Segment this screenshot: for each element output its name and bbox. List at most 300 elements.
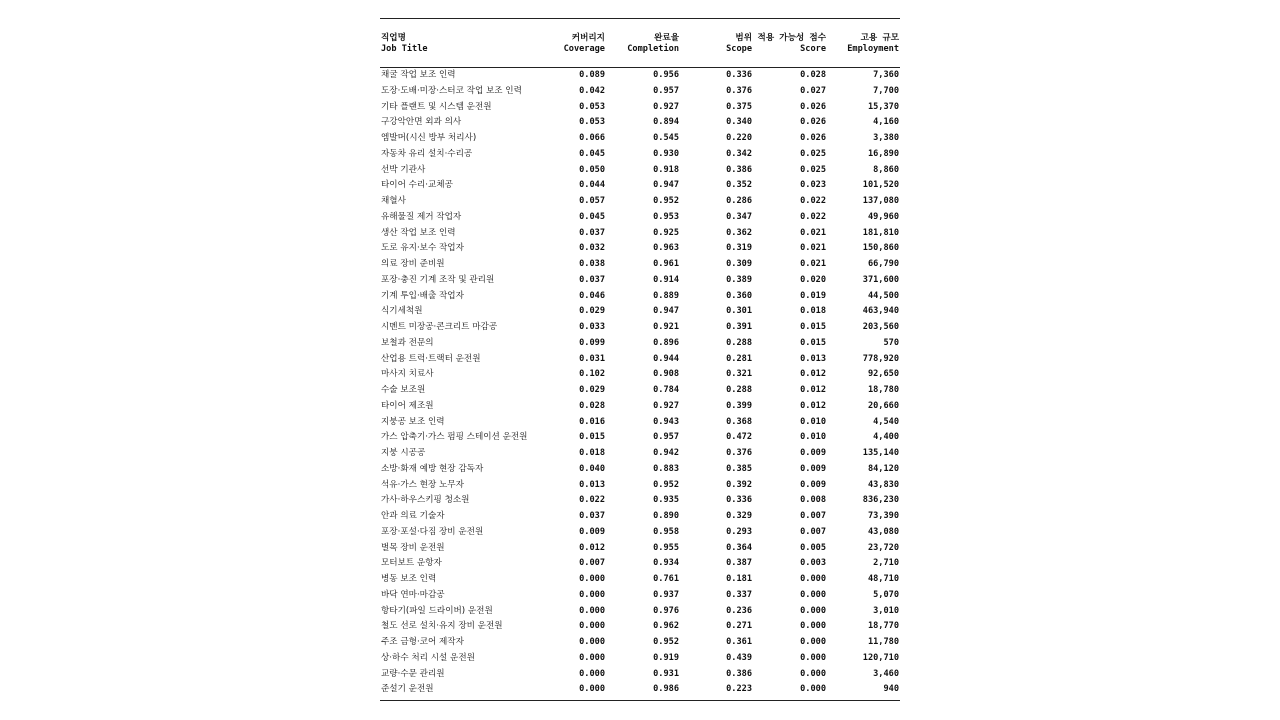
employment-cell: 18,770: [867, 621, 899, 632]
table-row: [380, 493, 900, 509]
score-cell: 0.010: [800, 416, 826, 427]
completion-cell: 0.961: [653, 259, 679, 269]
header-job-title-en: Job Title: [381, 44, 428, 54]
completion-cell: 0.921: [653, 322, 679, 332]
job-title-cell: 선박 기관사: [381, 164, 426, 175]
coverage-cell: 0.016: [579, 416, 605, 427]
score-cell: 0.007: [800, 526, 826, 537]
job-title-cell: 보철과 전문의: [381, 337, 434, 348]
table-row: [380, 635, 900, 651]
job-title-cell: 도로 유지·보수 작업자: [381, 243, 464, 254]
employment-cell: 3,460: [873, 668, 899, 679]
coverage-cell: 0.000: [579, 652, 605, 663]
coverage-cell: 0.000: [579, 637, 605, 647]
scope-cell: 0.472: [726, 432, 752, 443]
completion-cell: 0.943: [653, 416, 679, 427]
scope-cell: 0.376: [726, 448, 752, 458]
table-row: [380, 68, 900, 84]
table-row: [380, 100, 900, 116]
employment-cell: 49,960: [867, 211, 899, 222]
score-cell: 0.021: [800, 259, 826, 269]
completion-cell: 0.890: [653, 511, 679, 521]
scope-cell: 0.362: [726, 227, 752, 238]
coverage-cell: 0.046: [579, 290, 605, 301]
scope-cell: 0.286: [726, 196, 752, 206]
score-cell: 0.012: [800, 369, 826, 380]
completion-cell: 0.937: [653, 589, 679, 600]
scope-cell: 0.368: [726, 416, 752, 427]
scope-cell: 0.321: [726, 369, 752, 380]
job-title-cell: 상·하수 처리 시설 운전원: [381, 652, 475, 663]
employment-cell: 778,920: [862, 353, 899, 364]
coverage-cell: 0.053: [579, 101, 605, 112]
completion-cell: 0.883: [653, 463, 679, 474]
completion-cell: 0.955: [653, 542, 679, 553]
employment-cell: 150,860: [862, 243, 899, 254]
score-cell: 0.022: [800, 211, 826, 222]
table-row: [380, 147, 900, 163]
employment-cell: 7,360: [873, 70, 899, 80]
job-title-cell: 바닥 연마·마감공: [381, 589, 445, 600]
scope-cell: 0.347: [726, 211, 752, 222]
scope-cell: 0.293: [726, 526, 752, 537]
score-cell: 0.023: [800, 180, 826, 191]
coverage-cell: 0.028: [579, 400, 605, 411]
scope-cell: 0.336: [726, 70, 752, 80]
coverage-cell: 0.057: [579, 196, 605, 206]
table-row: [380, 352, 900, 368]
coverage-cell: 0.000: [579, 684, 605, 695]
job-title-cell: 도장·도배·미장·스터코 작업 보조 인력: [381, 85, 522, 96]
scope-cell: 0.375: [726, 101, 752, 112]
score-cell: 0.026: [800, 117, 826, 128]
scope-cell: 0.364: [726, 542, 752, 553]
table-row: [380, 509, 900, 525]
coverage-cell: 0.000: [579, 574, 605, 584]
score-cell: 0.021: [800, 243, 826, 254]
completion-cell: 0.952: [653, 637, 679, 647]
job-title-cell: 엠발머(시신 방부 처리사): [381, 133, 477, 143]
coverage-cell: 0.038: [579, 259, 605, 269]
job-title-cell: 가사·하우스키핑 청소원: [381, 495, 470, 506]
coverage-cell: 0.040: [579, 463, 605, 474]
coverage-cell: 0.031: [579, 353, 605, 364]
employment-cell: 181,810: [862, 227, 899, 238]
job-title-cell: 주조 금형·코어 제작자: [381, 637, 464, 647]
job-title-cell: 안과 의료 기술자: [381, 511, 445, 521]
employment-cell: 570: [883, 337, 899, 348]
employment-cell: 2,710: [873, 558, 899, 569]
completion-cell: 0.957: [653, 432, 679, 443]
completion-cell: 0.957: [653, 85, 679, 96]
completion-cell: 0.931: [653, 668, 679, 679]
score-cell: 0.007: [800, 511, 826, 521]
completion-cell: 0.927: [653, 400, 679, 411]
coverage-cell: 0.033: [579, 322, 605, 332]
score-cell: 0.027: [800, 85, 826, 96]
coverage-cell: 0.013: [579, 479, 605, 490]
scope-cell: 0.337: [726, 589, 752, 600]
coverage-cell: 0.099: [579, 337, 605, 348]
employment-cell: 463,940: [862, 306, 899, 317]
completion-cell: 0.896: [653, 337, 679, 348]
coverage-cell: 0.022: [579, 495, 605, 506]
header-employment: [847, 33, 899, 55]
scope-cell: 0.439: [726, 652, 752, 663]
job-title-cell: 기타 플랜트 및 시스템 운전원: [381, 101, 492, 112]
table-row: [380, 194, 900, 210]
completion-cell: 0.958: [653, 526, 679, 537]
employment-cell: 135,140: [862, 448, 899, 458]
table-row: [380, 273, 900, 289]
job-title-cell: 구강악안면 외과 의사: [381, 117, 462, 128]
score-cell: 0.005: [800, 542, 826, 553]
header-score: [758, 33, 826, 55]
header-job-title-ko: 직업명: [381, 33, 406, 43]
coverage-cell: 0.045: [579, 148, 605, 159]
scope-cell: 0.389: [726, 274, 752, 285]
table-row: [380, 178, 900, 194]
table-row: [380, 682, 900, 698]
score-cell: 0.025: [800, 148, 826, 159]
employment-cell: 120,710: [862, 652, 899, 663]
table-row: [380, 572, 900, 588]
coverage-cell: 0.089: [579, 70, 605, 80]
job-title-cell: 항타기(파일 드라이버) 운전원: [381, 605, 493, 616]
table-row: [380, 604, 900, 620]
job-title-cell: 수술 보조원: [381, 385, 426, 395]
scope-cell: 0.288: [726, 385, 752, 395]
score-cell: 0.009: [800, 448, 826, 458]
header-completion-en: Completion: [627, 44, 679, 54]
completion-cell: 0.962: [653, 621, 679, 632]
employment-cell: 43,080: [867, 526, 899, 537]
score-cell: 0.000: [800, 652, 826, 663]
scope-cell: 0.336: [726, 495, 752, 506]
table-row: [380, 210, 900, 226]
scope-cell: 0.342: [726, 148, 752, 159]
completion-cell: 0.925: [653, 227, 679, 238]
job-title-cell: 교량·수문 관리원: [381, 668, 445, 679]
completion-cell: 0.935: [653, 495, 679, 506]
table-row: [380, 241, 900, 257]
completion-cell: 0.889: [653, 290, 679, 301]
employment-cell: 101,520: [862, 180, 899, 191]
table-row: [380, 320, 900, 336]
employment-cell: 11,780: [867, 637, 899, 647]
employment-cell: 5,070: [873, 589, 899, 600]
completion-cell: 0.947: [653, 306, 679, 317]
coverage-cell: 0.044: [579, 180, 605, 191]
employment-cell: 8,860: [873, 164, 899, 175]
coverage-cell: 0.012: [579, 542, 605, 553]
scope-cell: 0.223: [726, 684, 752, 695]
job-title-cell: 철도 선로 설치·유지 장비 운전원: [381, 621, 503, 632]
completion-cell: 0.947: [653, 180, 679, 191]
job-title-cell: 병동 보조 인력: [381, 574, 437, 584]
job-title-cell: 식기세척원: [381, 306, 423, 317]
job-title-cell: 벌목 장비 운전원: [381, 542, 445, 553]
job-title-cell: 모터보트 운항자: [381, 558, 442, 569]
score-cell: 0.022: [800, 196, 826, 206]
header-coverage-ko: 커버리지: [571, 33, 605, 43]
score-cell: 0.015: [800, 337, 826, 348]
coverage-cell: 0.009: [579, 526, 605, 537]
employment-cell: 92,650: [867, 369, 899, 380]
table-row: [380, 336, 900, 352]
coverage-cell: 0.000: [579, 589, 605, 600]
header-scope-en: Scope: [726, 44, 752, 54]
job-title-cell: 타이어 수리·교체공: [381, 180, 453, 191]
header-employment-ko: 고용 규모: [860, 33, 899, 43]
employment-cell: 137,080: [862, 196, 899, 206]
job-title-cell: 유해물질 제거 작업자: [381, 211, 462, 222]
job-title-cell: 석유·가스 현장 노무자: [381, 479, 464, 490]
scope-cell: 0.361: [726, 637, 752, 647]
score-cell: 0.000: [800, 574, 826, 584]
scope-cell: 0.386: [726, 668, 752, 679]
scope-cell: 0.301: [726, 306, 752, 317]
completion-cell: 0.784: [653, 385, 679, 395]
scope-cell: 0.340: [726, 117, 752, 128]
completion-cell: 0.942: [653, 448, 679, 458]
job-title-cell: 산업용 트럭·트랙터 운전원: [381, 353, 481, 364]
coverage-cell: 0.032: [579, 243, 605, 254]
employment-cell: 66,790: [867, 259, 899, 269]
score-cell: 0.009: [800, 479, 826, 490]
score-cell: 0.000: [800, 589, 826, 600]
coverage-cell: 0.045: [579, 211, 605, 222]
score-cell: 0.009: [800, 463, 826, 474]
table-row: [380, 383, 900, 399]
table-row: [380, 430, 900, 446]
scope-cell: 0.288: [726, 337, 752, 348]
job-title-cell: 소방·화재 예방 현장 감독자: [381, 463, 484, 474]
coverage-cell: 0.000: [579, 621, 605, 632]
coverage-cell: 0.037: [579, 227, 605, 238]
completion-cell: 0.986: [653, 684, 679, 695]
employment-cell: 15,370: [867, 101, 899, 112]
header-score-en: Score: [800, 44, 826, 54]
scope-cell: 0.181: [726, 574, 752, 584]
job-title-cell: 포장·포설·다짐 장비 운전원: [381, 526, 484, 537]
table-row: [380, 163, 900, 179]
table-row: [380, 115, 900, 131]
employment-cell: 4,400: [873, 432, 899, 443]
employment-cell: 44,500: [867, 290, 899, 301]
completion-cell: 0.919: [653, 652, 679, 663]
score-cell: 0.019: [800, 290, 826, 301]
employment-cell: 371,600: [862, 274, 899, 285]
employment-cell: 23,720: [867, 542, 899, 553]
completion-cell: 0.963: [653, 243, 679, 254]
scope-cell: 0.399: [726, 400, 752, 411]
table-row: [380, 399, 900, 415]
header-coverage: [564, 33, 605, 55]
scope-cell: 0.387: [726, 558, 752, 569]
table-row: [380, 588, 900, 604]
completion-cell: 0.953: [653, 211, 679, 222]
score-cell: 0.000: [800, 621, 826, 632]
employment-cell: 3,010: [873, 605, 899, 616]
table-row: [380, 226, 900, 242]
scope-cell: 0.319: [726, 243, 752, 254]
completion-cell: 0.918: [653, 164, 679, 175]
employment-cell: 4,160: [873, 117, 899, 128]
completion-cell: 0.930: [653, 148, 679, 159]
header-scope: [726, 33, 752, 55]
table-body: [380, 68, 900, 698]
score-cell: 0.012: [800, 385, 826, 395]
job-title-cell: 의료 장비 준비원: [381, 259, 445, 269]
table-row: [380, 462, 900, 478]
coverage-cell: 0.037: [579, 274, 605, 285]
job-title-cell: 기계 투입·배출 작업자: [381, 290, 464, 301]
job-title-cell: 채혈사: [381, 196, 406, 206]
completion-cell: 0.934: [653, 558, 679, 569]
employment-cell: 18,780: [867, 385, 899, 395]
score-cell: 0.026: [800, 101, 826, 112]
score-cell: 0.000: [800, 605, 826, 616]
coverage-cell: 0.042: [579, 85, 605, 96]
score-cell: 0.025: [800, 164, 826, 175]
score-cell: 0.010: [800, 432, 826, 443]
job-title-cell: 지붕공 보조 인력: [381, 416, 445, 427]
table-row: [380, 556, 900, 572]
header-completion-ko: 완료율: [654, 33, 679, 43]
completion-cell: 0.908: [653, 369, 679, 380]
table-row: [380, 478, 900, 494]
table-row: [380, 257, 900, 273]
score-cell: 0.026: [800, 133, 826, 143]
table-row: [380, 84, 900, 100]
score-cell: 0.000: [800, 684, 826, 695]
completion-cell: 0.927: [653, 101, 679, 112]
score-cell: 0.021: [800, 227, 826, 238]
table-row: [380, 667, 900, 683]
score-cell: 0.000: [800, 637, 826, 647]
job-title-cell: 마사지 치료사: [381, 369, 434, 380]
table-row: [380, 415, 900, 431]
job-title-cell: 포장·충진 기계 조작 및 관리원: [381, 274, 495, 285]
coverage-cell: 0.050: [579, 164, 605, 175]
coverage-cell: 0.000: [579, 605, 605, 616]
coverage-cell: 0.102: [579, 369, 605, 380]
employment-cell: 48,710: [867, 574, 899, 584]
score-cell: 0.003: [800, 558, 826, 569]
employment-cell: 84,120: [867, 463, 899, 474]
score-cell: 0.020: [800, 274, 826, 285]
coverage-cell: 0.015: [579, 432, 605, 443]
score-cell: 0.028: [800, 70, 826, 80]
scope-cell: 0.385: [726, 463, 752, 474]
scope-cell: 0.281: [726, 353, 752, 364]
completion-cell: 0.914: [653, 274, 679, 285]
coverage-cell: 0.053: [579, 117, 605, 128]
completion-cell: 0.952: [653, 479, 679, 490]
employment-cell: 4,540: [873, 416, 899, 427]
employment-cell: 73,390: [867, 511, 899, 521]
coverage-cell: 0.007: [579, 558, 605, 569]
score-cell: 0.015: [800, 322, 826, 332]
completion-cell: 0.894: [653, 117, 679, 128]
table-row: [380, 304, 900, 320]
header-employment-en: Employment: [847, 44, 899, 54]
completion-cell: 0.761: [653, 574, 679, 584]
table-row: [380, 541, 900, 557]
table-row: [380, 619, 900, 635]
scope-cell: 0.376: [726, 85, 752, 96]
completion-cell: 0.976: [653, 605, 679, 616]
completion-cell: 0.545: [653, 133, 679, 143]
coverage-cell: 0.037: [579, 511, 605, 521]
score-cell: 0.008: [800, 495, 826, 506]
table-row: [380, 446, 900, 462]
job-title-cell: 자동차 유리 설치·수리공: [381, 148, 473, 159]
header-job-title: [381, 33, 428, 55]
employment-cell: 203,560: [862, 322, 899, 332]
score-cell: 0.012: [800, 400, 826, 411]
employment-cell: 940: [883, 684, 899, 695]
employment-cell: 20,660: [867, 400, 899, 411]
scope-cell: 0.386: [726, 164, 752, 175]
scope-cell: 0.391: [726, 322, 752, 332]
coverage-cell: 0.029: [579, 306, 605, 317]
table-row: [380, 289, 900, 305]
job-title-cell: 시멘트 미장공·콘크리트 마감공: [381, 322, 498, 332]
table-header: [380, 19, 900, 68]
employment-cell: 7,700: [873, 85, 899, 96]
employment-cell: 836,230: [862, 495, 899, 506]
employment-cell: 43,830: [867, 479, 899, 490]
scope-cell: 0.271: [726, 621, 752, 632]
header-coverage-en: Coverage: [563, 44, 605, 54]
table-row: [380, 367, 900, 383]
job-title-cell: 가스 압축기·가스 펌핑 스테이션 운전원: [381, 432, 528, 443]
job-title-cell: 생산 작업 보조 인력: [381, 227, 456, 238]
scope-cell: 0.220: [726, 133, 752, 143]
table-row: [380, 651, 900, 667]
table-row: [380, 525, 900, 541]
job-title-cell: 준설기 운전원: [381, 684, 434, 695]
coverage-cell: 0.066: [579, 133, 605, 143]
scope-cell: 0.360: [726, 290, 752, 301]
job-title-cell: 지붕 시공공: [381, 448, 426, 458]
scope-cell: 0.392: [726, 479, 752, 490]
completion-cell: 0.956: [653, 70, 679, 80]
completion-cell: 0.944: [653, 353, 679, 364]
header-score-ko: 적용 가능성 점수: [757, 33, 826, 43]
scope-cell: 0.236: [726, 605, 752, 616]
score-cell: 0.000: [800, 668, 826, 679]
table-bottom-rule: [380, 700, 900, 701]
score-cell: 0.013: [800, 353, 826, 364]
scope-cell: 0.352: [726, 180, 752, 191]
job-title-cell: 타이어 제조원: [381, 400, 434, 411]
job-title-cell: 채굴 작업 보조 인력: [381, 70, 456, 80]
coverage-cell: 0.029: [579, 385, 605, 395]
table-row: [380, 131, 900, 147]
coverage-cell: 0.000: [579, 668, 605, 679]
score-cell: 0.018: [800, 306, 826, 317]
employment-cell: 3,380: [873, 133, 899, 143]
scope-cell: 0.309: [726, 259, 752, 269]
coverage-cell: 0.018: [579, 448, 605, 458]
employment-cell: 16,890: [867, 148, 899, 159]
header-scope-ko: 범위: [735, 33, 752, 43]
header-completion: [627, 33, 679, 55]
completion-cell: 0.952: [653, 196, 679, 206]
